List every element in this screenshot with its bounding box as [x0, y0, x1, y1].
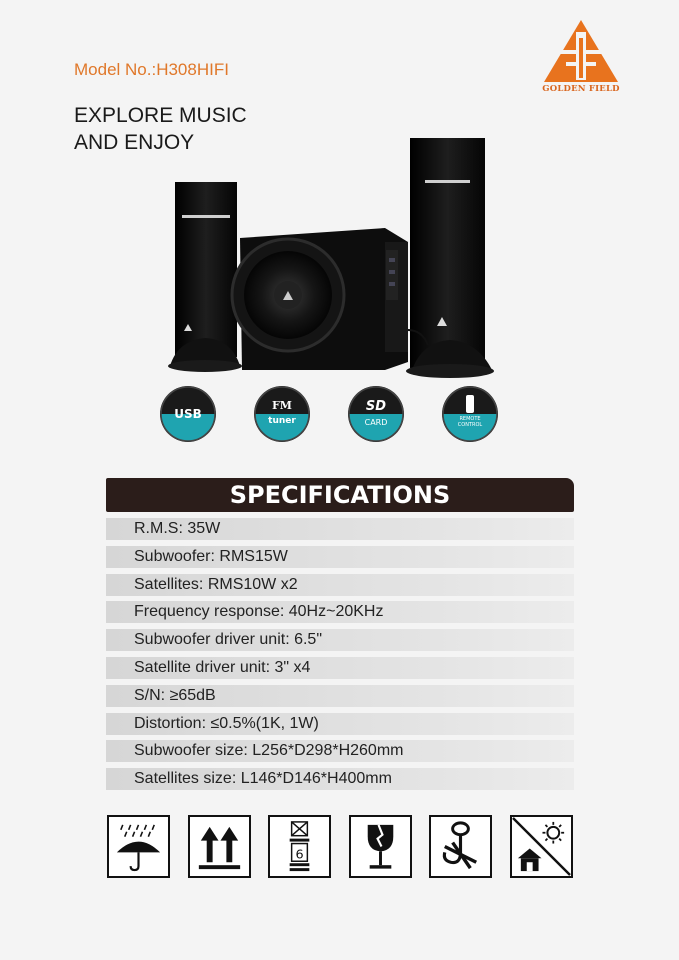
spec-row: Satellites: RMS10W x2	[106, 574, 574, 596]
spec-row: Satellite driver unit: 3" x4	[106, 657, 574, 679]
tagline-line-2: AND ENJOY	[74, 131, 195, 154]
keep-away-from-sun-icon	[510, 815, 573, 878]
spec-row: Subwoofer: RMS15W	[106, 546, 574, 568]
specifications-list	[106, 518, 574, 796]
spec-row: S/N: ≥65dB	[106, 685, 574, 707]
control-label: CONTROL	[457, 422, 483, 428]
speaker-system-image	[160, 130, 505, 385]
model-number: Model No.:H308HIFI	[74, 60, 229, 79]
stack-limit-number: 6	[295, 847, 304, 863]
specifications-title: SPECIFICATIONS	[106, 478, 574, 512]
fm-tuner-feature-badge	[253, 385, 311, 443]
sd-label: SD	[365, 399, 387, 414]
usb-feature-badge	[159, 385, 217, 443]
tagline-line-1: EXPLORE MUSIC	[74, 104, 247, 127]
spec-row: R.M.S: 35W	[106, 518, 574, 540]
spec-row: Satellites size: L146*D146*H400mm	[106, 768, 574, 790]
spec-row: Distortion: ≤0.5%(1K, 1W)	[106, 713, 574, 735]
remote-label: REMOTE	[459, 416, 481, 422]
card-label: CARD	[364, 418, 388, 427]
brand-name: GOLDEN FIELD	[542, 84, 620, 94]
fragile-icon	[349, 815, 412, 878]
no-hooks-icon	[429, 815, 492, 878]
sd-card-feature-badge	[347, 385, 405, 443]
tuner-label: tuner	[268, 416, 296, 426]
spec-row: Frequency response: 40Hz~20KHz	[106, 601, 574, 623]
usb-label: USB	[174, 407, 202, 421]
this-way-up-icon	[188, 815, 251, 878]
stack-limit-icon	[268, 815, 331, 878]
remote-control-feature-badge	[441, 385, 499, 443]
spec-row: Subwoofer size: L256*D298*H260mm	[106, 740, 574, 762]
fm-label: FM	[272, 399, 292, 412]
keep-dry-icon	[107, 815, 170, 878]
spec-row: Subwoofer driver unit: 6.5"	[106, 629, 574, 651]
